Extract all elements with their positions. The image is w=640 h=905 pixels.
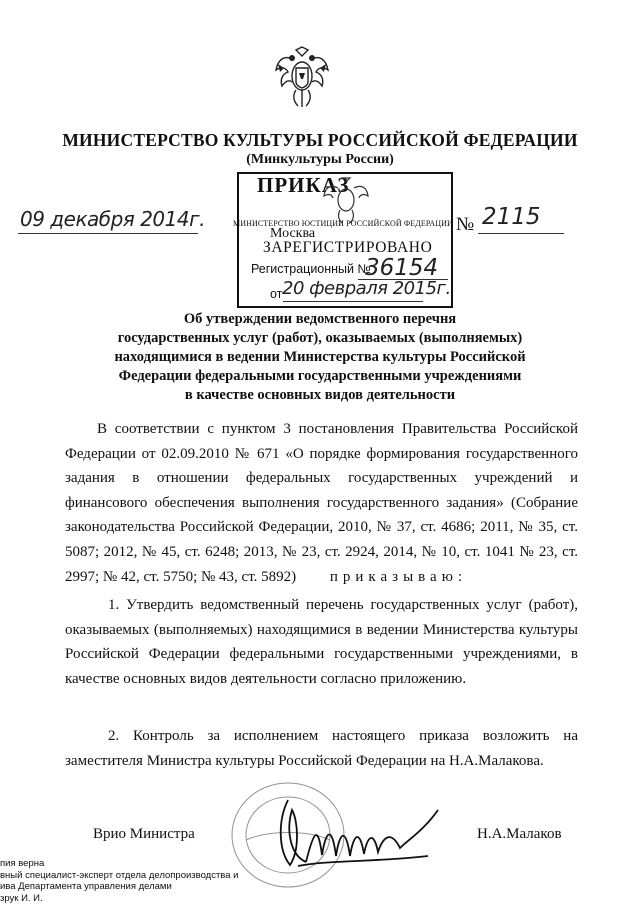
order-subject-title	[40, 310, 600, 405]
registration-from-label: от	[270, 287, 283, 301]
order-date: 09 декабря 2014г.	[20, 207, 205, 231]
directive-word: приказываю:	[329, 568, 468, 585]
registration-date-underline	[283, 301, 423, 302]
signer-name: Н.А.Малаков	[477, 826, 562, 842]
preamble-paragraph	[65, 417, 578, 589]
preamble-text: В соответствии с пунктом 3 постановления Правительства Российской Федерации от 02.09.2010 № 671 «О порядке формирования государственного задания в отношении федеральных государственных учреждений и финансового обеспечения выполнения государственного задания» (Собрание законодательства Российской Федерации, 2010, № 37, ст. 4686; 2011, № 35, ст. 5087; 2012, № 45, ст. 6248; 2013, № 23, ст. 2924, 2014, № 10, ст. 1041 № 23, ст. 2997; № 42, ст. 5750; № 43, ст. 5892)	[65, 421, 578, 585]
signature-with-seal	[228, 770, 468, 905]
title-line: находящимися в ведении Министерства культуры Российской	[114, 349, 526, 365]
cert-line: пия верна	[0, 858, 45, 869]
signer-position: Врио Министра	[93, 826, 195, 842]
title-line: в качестве основных видов деятельности	[184, 387, 456, 403]
registration-number-label: Регистрационный №	[251, 262, 371, 276]
order-date-underline	[18, 233, 198, 234]
cert-line: вный специалист-эксперт отдела делопроизводства и	[0, 869, 239, 881]
item-2-paragraph: 2. Контроль за исполнением настоящего приказа возложить на заместителя Министра культуры Российской Федерации на Н.А.Малакова.	[65, 728, 578, 769]
item-1-paragraph: 1. Утвердить ведомственный перечень государственных услуг (работ), оказываемых (выполняемых) находящимися в ведении Министерства культуры Российской Федерации федеральными государственными учреждениями, в качестве основных видов деятельности согласно приложению.	[65, 597, 578, 687]
title-line: Федерации федеральными государственными учреждениями	[118, 368, 522, 384]
copy-certification-note	[0, 858, 238, 904]
coat-of-arms-emblem	[274, 46, 330, 108]
justice-ministry-label: МИНИСТЕРСТВО ЮСТИЦИИ РОССИЙСКОЙ ФЕДЕРАЦИИ	[233, 219, 453, 228]
ministry-name: МИНИСТЕРСТВО КУЛЬТУРЫ РОССИЙСКОЙ ФЕДЕРАЦИИ	[62, 130, 578, 150]
document-type-heading: ПРИКАЗ	[257, 173, 350, 197]
title-line: государственных услуг (работ), оказываемых (выполняемых)	[117, 330, 523, 346]
city-label: Москва	[270, 226, 316, 241]
title-line: Об утверждении ведомственного перечня	[183, 311, 457, 327]
registration-date: 20 февраля 2015г.	[282, 278, 451, 299]
order-number: 2115	[482, 204, 541, 230]
ministry-short-name: (Минкультуры России)	[246, 152, 394, 167]
registration-number: 36154	[365, 255, 439, 281]
order-number-underline	[478, 233, 564, 234]
registered-status: ЗАРЕГИСТРИРОВАНО	[263, 239, 433, 256]
cert-line: зрук И. И.	[0, 892, 43, 904]
cert-line: ива Департамента управления делами	[0, 881, 172, 892]
stamp-emblem-seal	[320, 176, 372, 224]
number-sign: №	[456, 214, 475, 235]
